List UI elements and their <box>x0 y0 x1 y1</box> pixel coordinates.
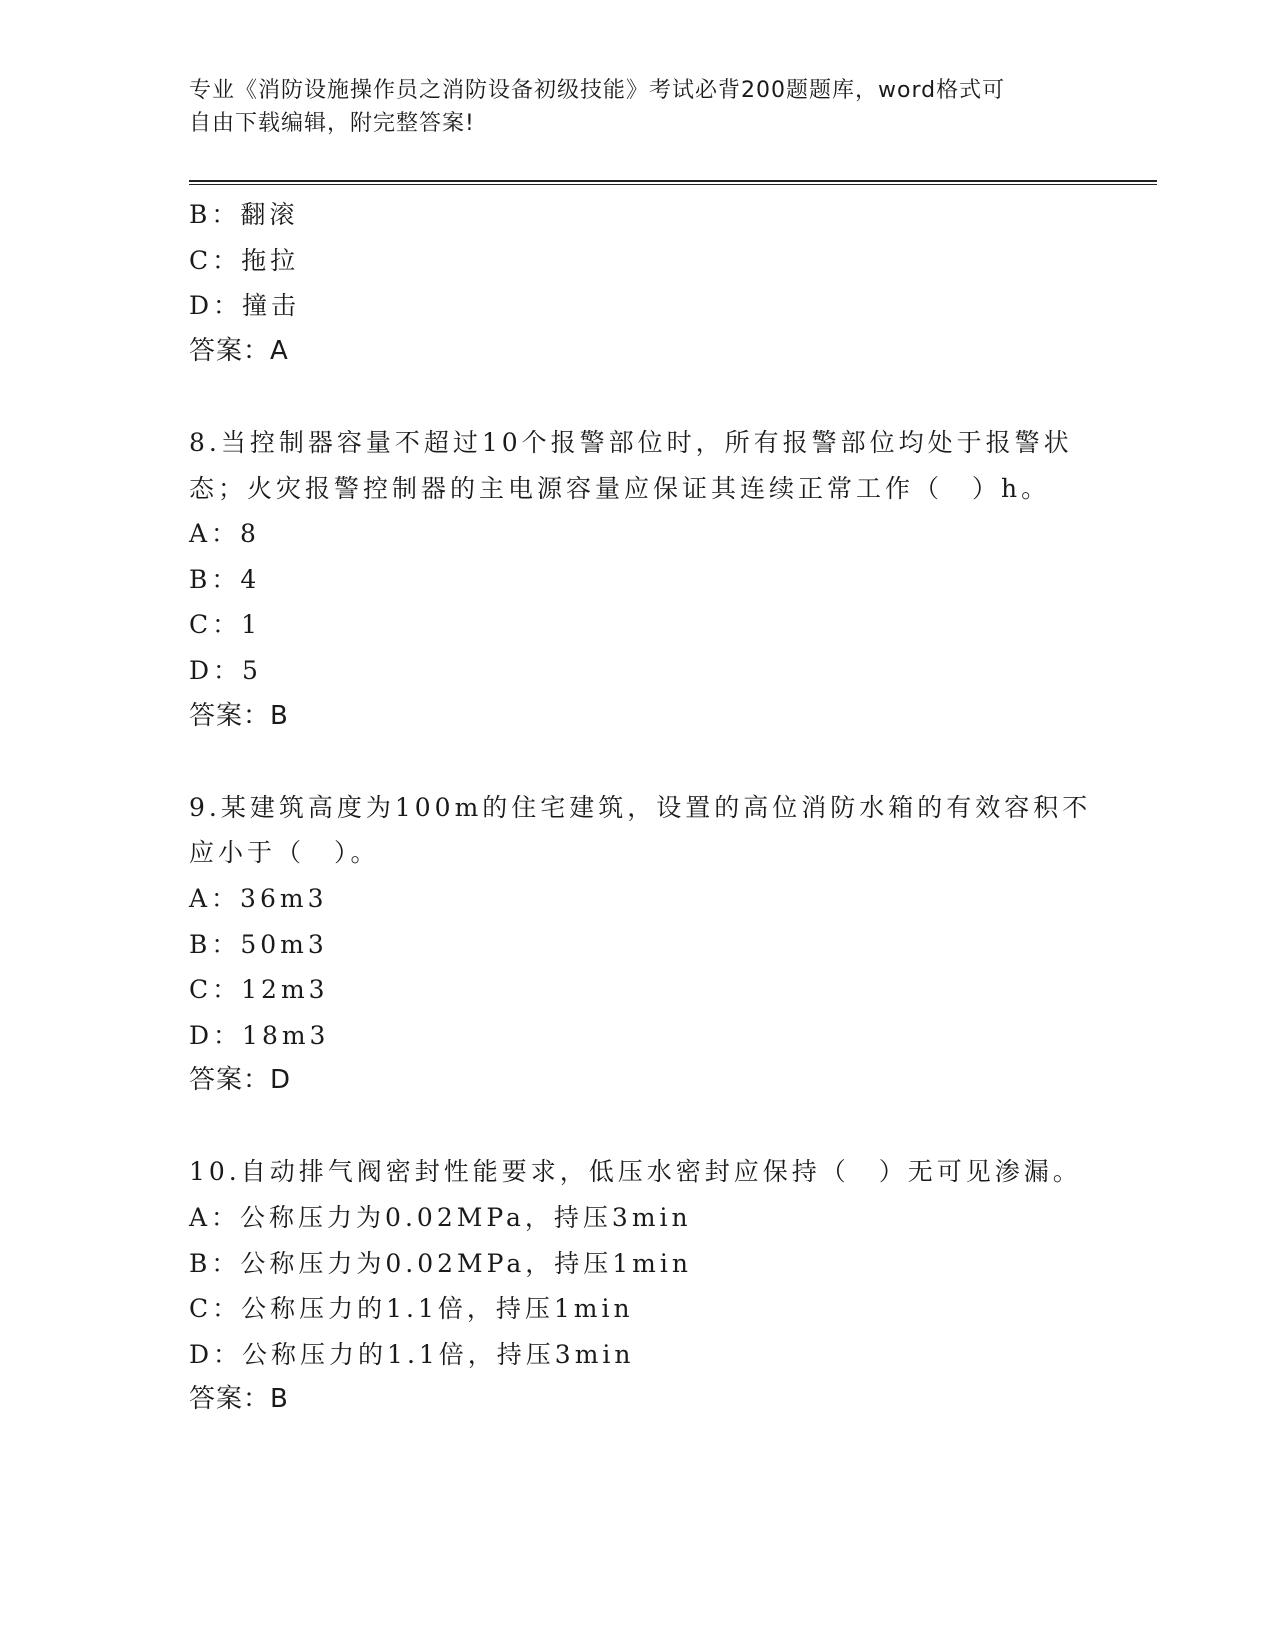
question-text-line-1: 10.自动排气阀密封性能要求，低压水密封应保持（ ）无可见渗漏。 <box>189 1157 1082 1187</box>
answer-line: 答案：B <box>189 700 289 731</box>
option-d: D：5 <box>189 655 262 685</box>
header-rule-thick <box>189 180 1157 182</box>
option-d: D：撞击 <box>189 291 301 321</box>
option-a: A：36m3 <box>189 883 328 913</box>
question-text-line-2: 应小于（ ）。 <box>189 838 380 868</box>
option-b: B：50m3 <box>189 929 328 959</box>
answer-line: 答案：B <box>189 1384 289 1415</box>
header-title-line-1: 专业《消防设施操作员之消防设备初级技能》考试必背200题题库，word格式可 <box>189 78 1006 103</box>
question-list <box>189 192 1092 1423</box>
answer-line: 答案：A <box>189 335 289 366</box>
option-d: D：18m3 <box>189 1020 330 1050</box>
option-a: A：公称压力为0.02MPa，持压3min <box>189 1203 692 1233</box>
question-text-line-1: 8.当控制器容量不超过10个报警部位时，所有报警部位均处于报警状 <box>189 427 1073 457</box>
question-text-line-2: 态；火灾报警控制器的主电源容量应保证其连续正常工作（ ）h。 <box>189 473 1051 503</box>
question-9 <box>189 785 1092 1104</box>
option-c: C：12m3 <box>189 975 329 1005</box>
option-a: A：8 <box>189 519 260 549</box>
question-text-line-1: 9.某建筑高度为100m的住宅建筑，设置的高位消防水箱的有效容积不 <box>189 792 1092 822</box>
header-title-line-2: 自由下载编辑，附完整答案! <box>189 111 475 136</box>
question-8 <box>189 420 1089 739</box>
header-rule-thin <box>189 184 1157 185</box>
option-b: B：公称压力为0.02MPa，持压1min <box>189 1248 692 1278</box>
spacer <box>189 739 1089 785</box>
question-7-continued <box>189 192 1089 374</box>
spacer <box>189 1104 1089 1150</box>
option-c: C：1 <box>189 610 262 640</box>
document-header <box>189 74 1069 140</box>
option-b: B：翻滚 <box>189 200 299 229</box>
option-c: C：公称压力的1.1倍，持压1min <box>189 1294 634 1324</box>
option-b: B：4 <box>189 564 261 594</box>
option-c: C：拖拉 <box>189 245 300 275</box>
answer-line: 答案：D <box>189 1065 292 1096</box>
question-10 <box>189 1149 1089 1423</box>
spacer <box>189 374 1089 420</box>
option-d: D：公称压力的1.1倍，持压3min <box>189 1339 635 1369</box>
